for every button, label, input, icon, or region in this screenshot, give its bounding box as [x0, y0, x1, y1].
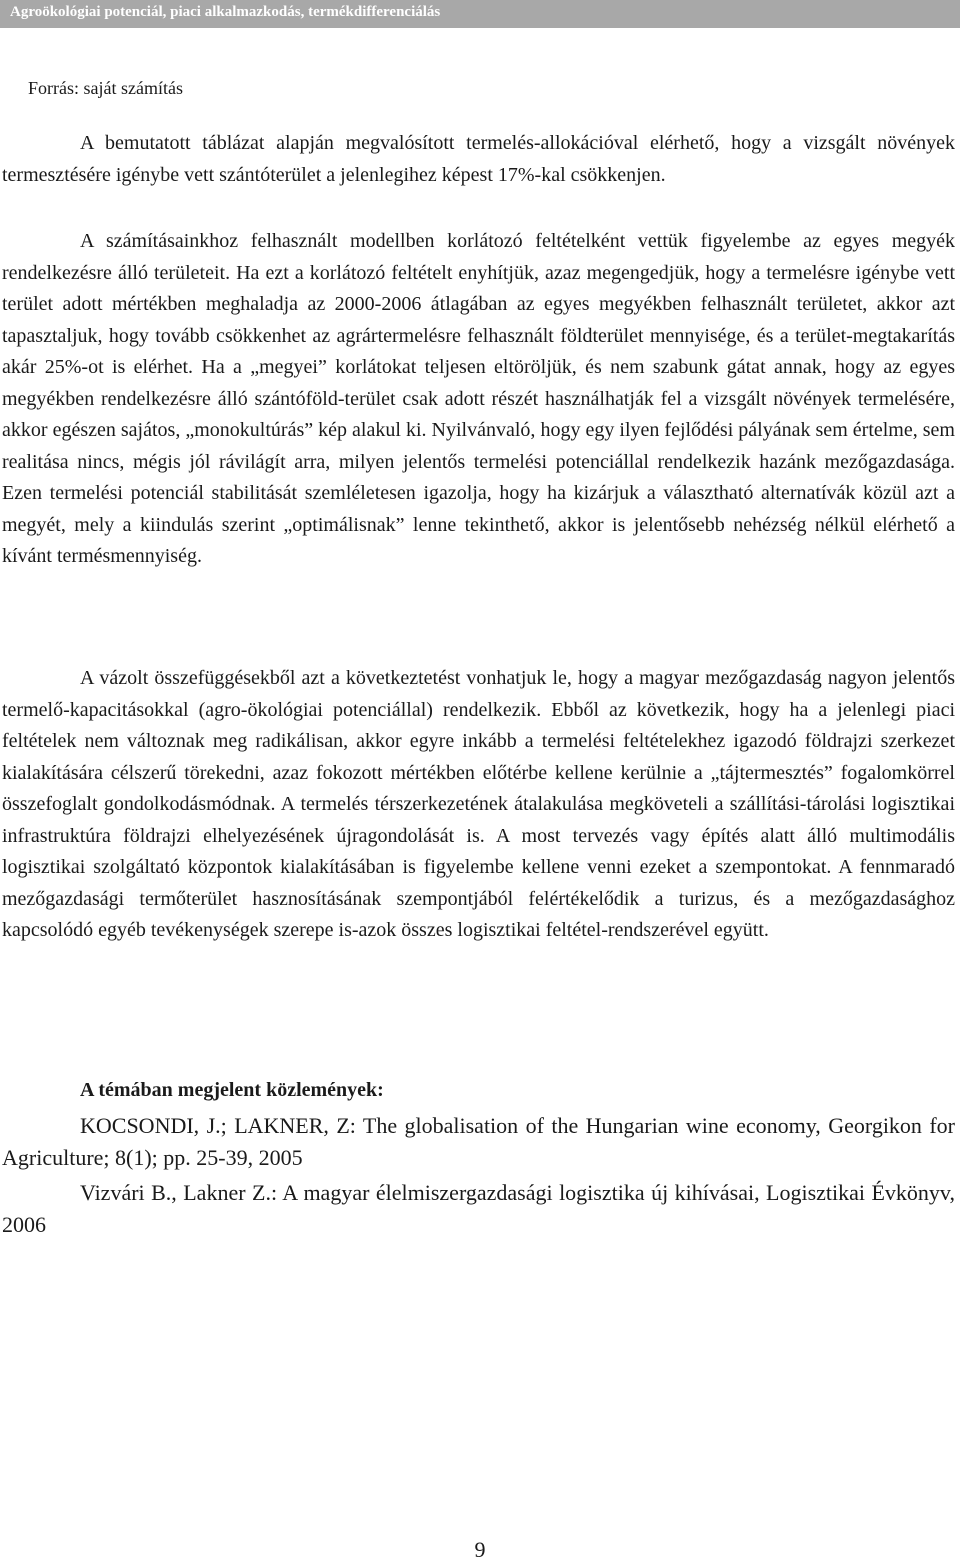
running-header-title: Agroökológiai potenciál, piaci alkalmazkodás, termékdifferenciálás: [10, 4, 441, 20]
page-number: 9: [474, 1537, 486, 1562]
paragraph-allocation-result: [2, 128, 955, 191]
running-header: [0, 0, 960, 28]
publications-heading: A témában megjelent közlemények:: [80, 1079, 384, 1101]
publication-item: KOCSONDI, J.; LAKNER, Z: The globalisation of the Hungarian wine economy, Georgikon for Agriculture; 8(1); pp. 25-39, 2005: [2, 1113, 955, 1170]
paragraph: A vázolt összefüggésekből azt a következtetést vonhatjuk le, hogy a magyar mezőgazdaság nagyon jelentős termelő-kapacitásokkal (agro-ökológiai potenciállal) rendelkezik. Ebből az következik, hogy ha a jelenlegi piaci feltételek nem változnak meg radikálisan, akkor egyre inkább a termelési feltételekhez igazodó földrajzi szerkezet kialakítására célszerű törekedni, azaz fokozott mértékben előtérbe kellene kerülnie a „tájtermesztés” fogalomkörrel összefoglalt gondolkodásmódnak. A termelés térszerkezetének átalakulása megköveteli a szállítási-tárolási logisztikai infrastruktúra földrajzi elhelyezésének újragondolását is. A most tervezés vagy építés alatt álló multimodális logisztikai szolgáltató központok kialakításában is figyelembe kellene venni ezeket a szempontokat. A fennmaradó mezőgazdasági termőterület hasznosításának szempontjából felértékelődik a turizus, és a mezőgazdasághoz kapcsolódó egyéb tevékenységek szerepe is-azok összes logisztikai feltétel-rendszerével együtt.: [2, 667, 955, 941]
paragraph-conclusions: [2, 663, 955, 947]
paragraph-constraints: [2, 226, 955, 573]
publication-item: Vizvári B., Lakner Z.: A magyar élelmiszergazdasági logisztika új kihívásai, Logisztikai Évkönyv, 2006: [2, 1180, 955, 1237]
source-note: Forrás: saját számítás: [28, 78, 183, 98]
paragraph: A bemutatott táblázat alapján megvalósított termelés-allokációval elérhető, hogy a vizsgált növények termesztésére igénybe vett szántóterület a jelenlegihez képest 17%-kal csökkenjen.: [2, 132, 955, 186]
publications-list: [2, 1110, 955, 1244]
paragraph: A számításainkhoz felhasznált modellben korlátozó feltételként vettük figyelembe az egyes megyék rendelkezésre álló területeit. Ha ezt a korlátozó feltételt enyhítjük, azaz megengedjük, hogy a termelésre igénybe vett terület adott mértékben meghaladja az 2000-2006 átlagában az egyes megyékben felhasznált területet, akkor azt tapasztaljuk, hogy tovább csökkenhet az agrártermelésre felhasznált földterület mennyisége, és a terület-megtakarítás akár 25%-ot is elérhet. Ha a „megyei” korlátokat teljesen eltöröljük, és nem szabunk gátat annak, hogy az egyes megyékben rendelkezésre álló szántóföld-terület csak adott részét használhatják fel a vizsgált növények termelésére, akkor egészen sajátos, „monokultúrás” kép alakul ki. Nyilvánvaló, hogy egy ilyen fejlődési pályának sem értelme, sem realitása nincs, mégis jól rávilágít arra, milyen jelentős termelési potenciállal rendelkezik hazánk mezőgazdasága. Ezen termelési potenciál stabilitását szemléletesen igazolja, hogy ha kizárjuk a választható alternatívák közül azt a megyét, mely a kiindulás szerint „optimálisnak” lenne tekinthető, akkor is jelentősebb nehézség nélkül elérhető a kívánt termésmennyiség.: [2, 230, 955, 567]
